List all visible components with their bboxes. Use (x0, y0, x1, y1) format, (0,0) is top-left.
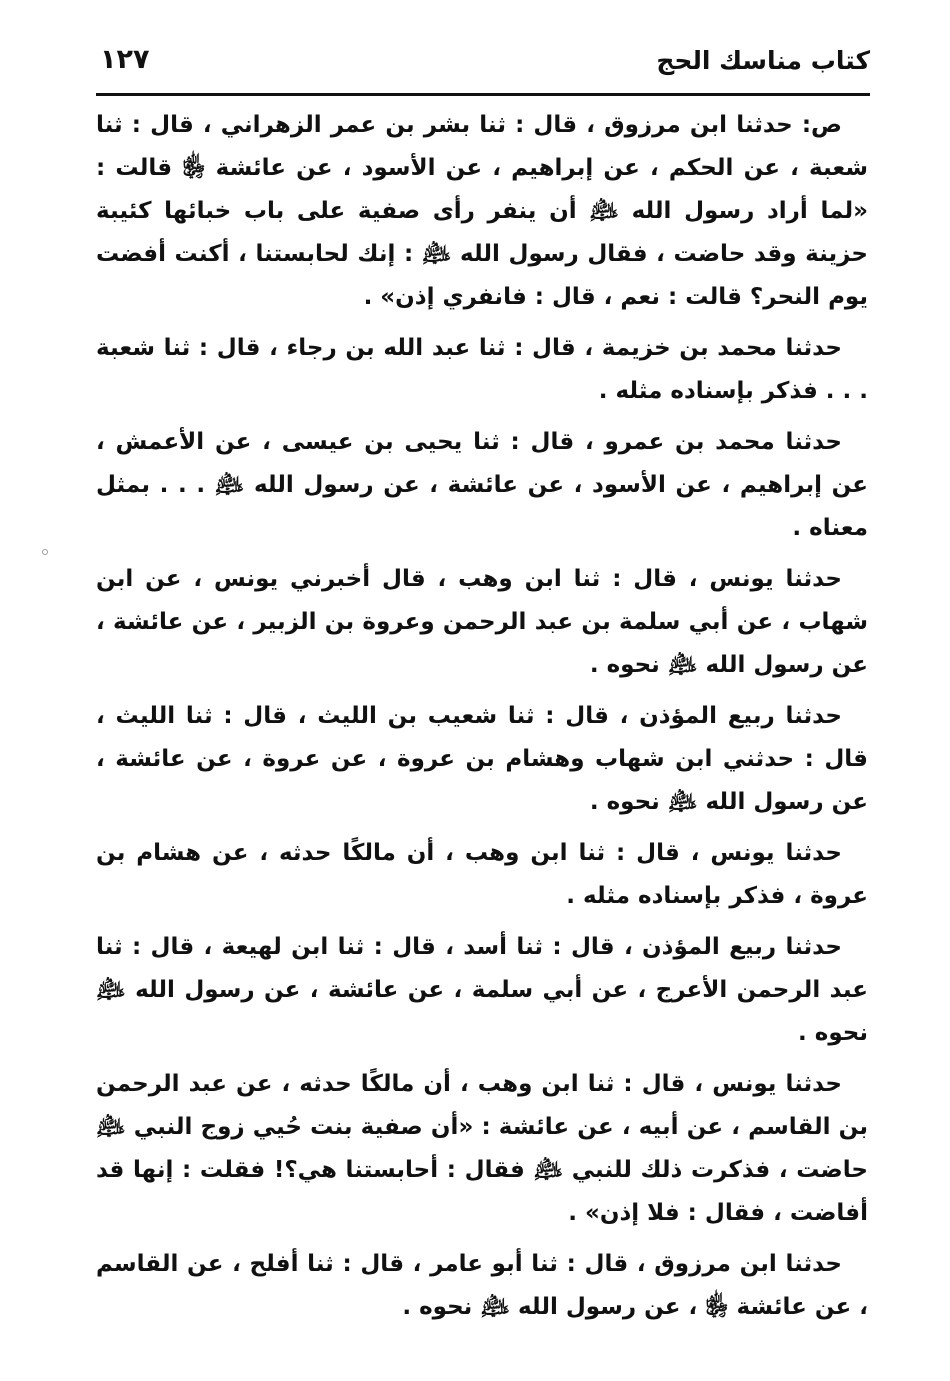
page-number: ١٢٧ (100, 44, 150, 75)
hadith-paragraph-5: حدثنا ربيع المؤذن ، قال : ثنا شعيب بن الليث ، قال : ثنا الليث ، قال : حدثني ابن شهاب وهشام بن عروة ، عن عروة ، عن عائشة ، عن رسول الله ﵇ نحوه . (96, 703, 868, 815)
margin-mark (42, 549, 48, 555)
hadith-paragraph-8: حدثنا يونس ، قال : ثنا ابن وهب ، أن مالكًا حدثه ، عن عبد الرحمن بن القاسم ، عن أبيه ، عن عائشة : «أن صفية بنت حُيي زوج النبي ﵇ حاضت ، فذكرت ذلك للنبي ﵇ فقال : أحابستنا هي؟! فقلت : إنها قد أفاضت ، فقال : فلا إذن» . (96, 1071, 868, 1226)
page-header (96, 36, 870, 92)
hadith-paragraph-1: ص: حدثنا ابن مرزوق ، قال : ثنا بشر بن عمر الزهراني ، قال : ثنا شعبة ، عن الحكم ، عن إبراهيم ، عن الأسود ، عن عائشة ﵂ قالت : «لما أراد رسول الله ﵇ أن ينفر رأى صفية على باب خبائها كئيبة حزينة وقد حاضت ، فقال رسول الله ﵇ : إنك لحابستنا ، أكنت أفضت يوم النحر؟ قالت : نعم ، قال : فانفري إذن» . (96, 112, 868, 310)
hadith-paragraph-7: حدثنا ربيع المؤذن ، قال : ثنا أسد ، قال : ثنا ابن لهيعة ، قال : ثنا عبد الرحمن الأعرج ، عن أبي سلمة ، عن عائشة ، عن رسول الله ﵇ نحوه . (96, 934, 868, 1046)
hadith-paragraph-3: حدثنا محمد بن عمرو ، قال : ثنا يحيى بن عيسى ، عن الأعمش ، عن إبراهيم ، عن الأسود ، عن عائشة ، عن رسول الله ﵇ . . . بمثل معناه . (96, 429, 868, 541)
hadith-paragraph-4: حدثنا يونس ، قال : ثنا ابن وهب ، قال أخبرني يونس ، عن ابن شهاب ، عن أبي سلمة بن عبد الرحمن وعروة بن الزبير ، عن عائشة ، عن رسول الله ﵇ نحوه . (96, 566, 868, 678)
main-text (96, 104, 868, 1337)
running-title: كتاب مناسك الحج (656, 46, 870, 75)
header-rule (96, 93, 870, 96)
hadith-paragraph-6: حدثنا يونس ، قال : ثنا ابن وهب ، أن مالكًا حدثه ، عن هشام بن عروة ، فذكر بإسناده مثله . (96, 840, 868, 909)
hadith-paragraph-9: حدثنا ابن مرزوق ، قال : ثنا أبو عامر ، قال : ثنا أفلح ، عن القاسم ، عن عائشة ﵂ ، عن رسول الله ﵇ نحوه . (96, 1251, 868, 1320)
hadith-paragraph-2: حدثنا محمد بن خزيمة ، قال : ثنا عبد الله بن رجاء ، قال : ثنا شعبة . . . فذكر بإسناده مثله . (96, 335, 868, 404)
